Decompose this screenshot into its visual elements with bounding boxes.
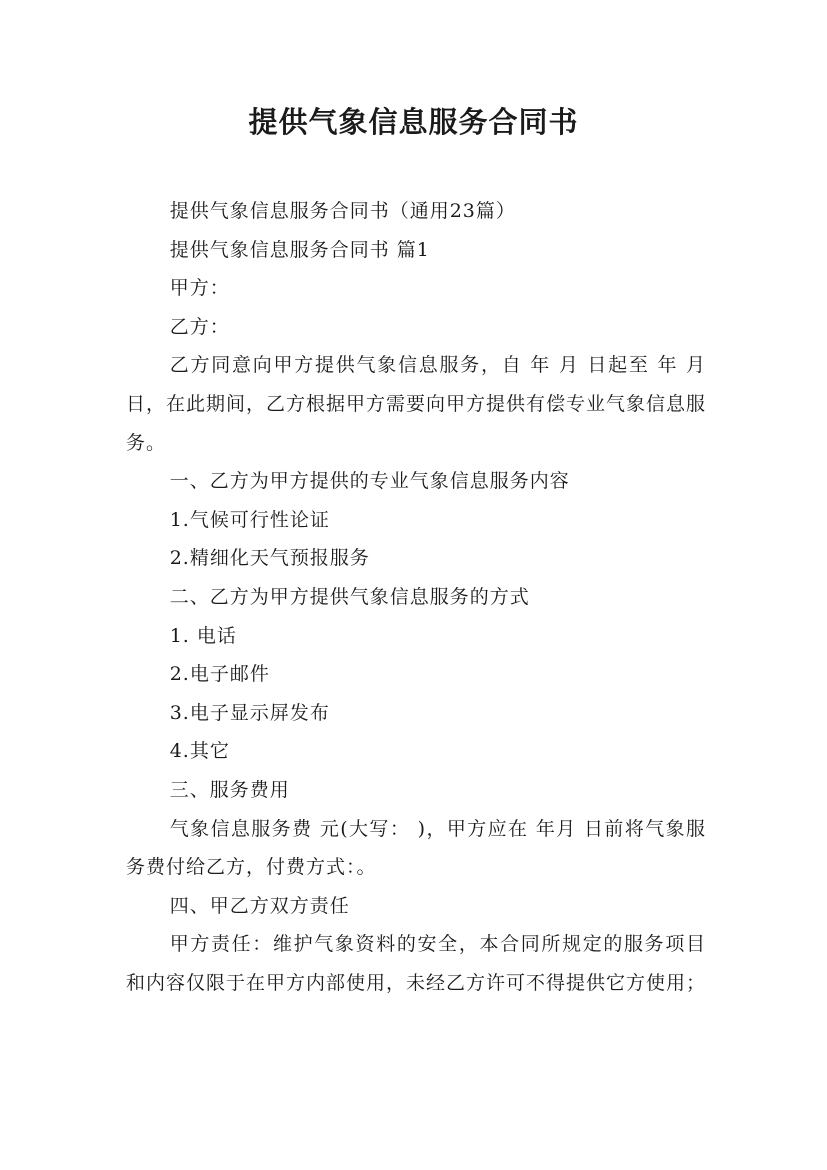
fee-paragraph: 气象信息服务费 元(大写： )，甲方应在 年月 日前将气象服务费付给乙方，付费方式：。 xyxy=(126,817,706,879)
section-heading: 提供气象信息服务合同书 篇1 xyxy=(169,238,430,261)
doc-subtitle: 提供气象信息服务合同书（通用23篇） xyxy=(169,200,516,222)
clause-heading-1: 一、乙方为甲方提供的专业气象信息服务内容 xyxy=(169,470,570,493)
agreement-paragraph: 乙方同意向甲方提供气象信息服务，自 年 月 日起至 年 月 日，在此期间，乙方根据甲方需要向甲方提供有偿专业气象信息服务。 xyxy=(126,354,707,454)
list-item: 1.气候可行性论证 xyxy=(169,508,330,531)
list-item: 3.电子显示屏发布 xyxy=(169,701,330,724)
document-body xyxy=(126,192,706,1002)
clause-heading-4: 四、甲乙方双方责任 xyxy=(169,894,350,917)
list-item: 2.电子邮件 xyxy=(169,663,270,686)
list-item: 4.其它 xyxy=(169,740,230,763)
party-b-label: 乙方： xyxy=(169,315,230,338)
list-item: 2.精细化天气预报服务 xyxy=(169,547,370,570)
document-title: 提供气象信息服务合同书 xyxy=(248,105,579,139)
party-a-label: 甲方： xyxy=(169,277,230,300)
list-item: 1. 电话 xyxy=(169,624,237,647)
clause-heading-3: 三、服务费用 xyxy=(169,778,290,801)
party-a-duty-paragraph: 甲方责任：维护气象资料的安全，本合同所规定的服务项目和内容仅限于在甲方内部使用，未经乙方许可不得提供它方使用； xyxy=(126,933,707,994)
clause-heading-2: 二、乙方为甲方提供气象信息服务的方式 xyxy=(169,585,530,608)
